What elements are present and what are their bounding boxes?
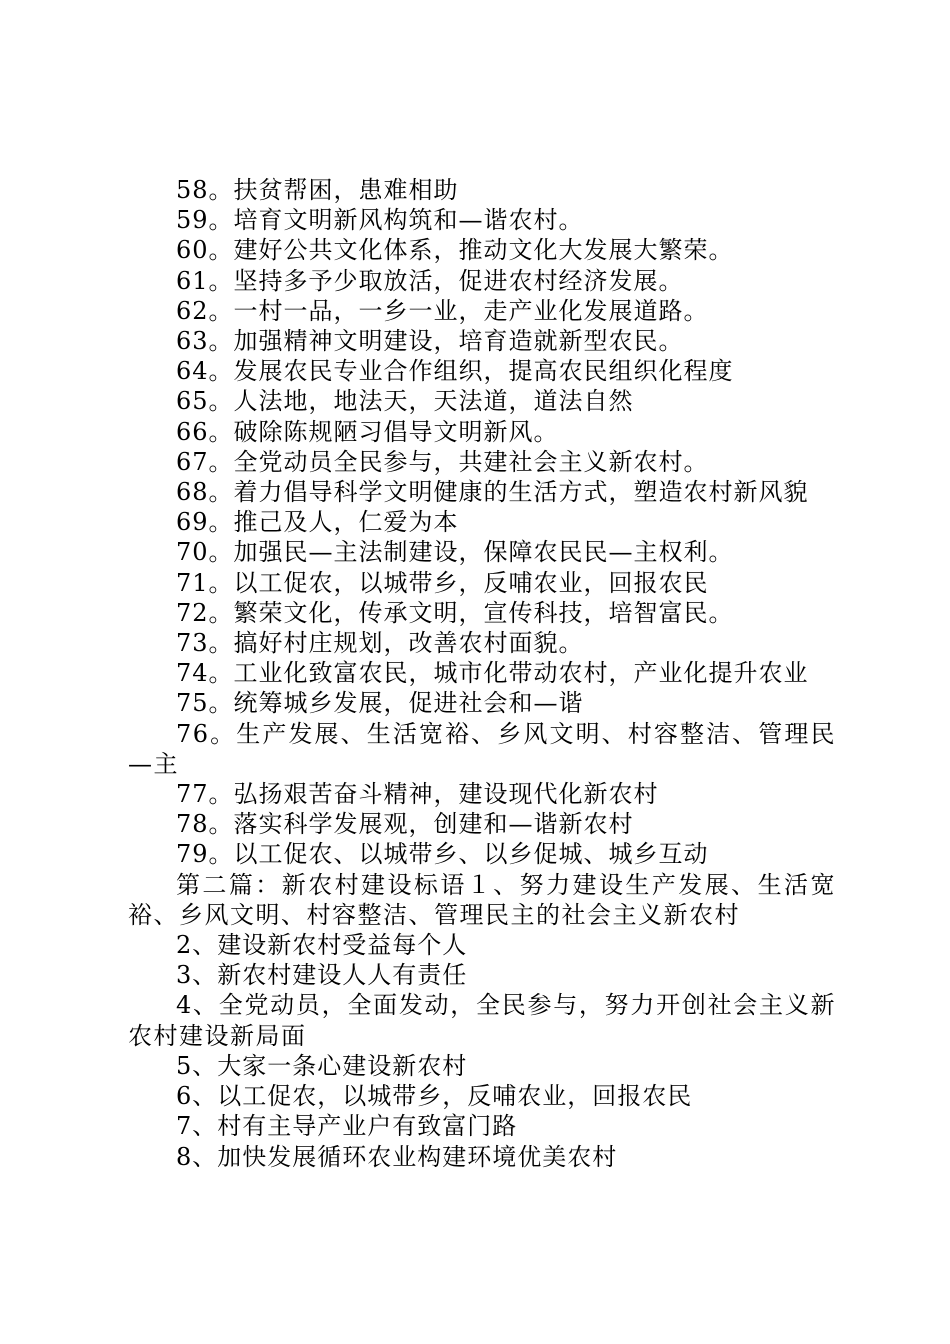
slogan-line-79: 79。以工促农、以城带乡、以乡促城、城乡互动 bbox=[176, 840, 709, 869]
slogan-line-75: 75。统筹城乡发展，促进社会和—谐 bbox=[176, 689, 584, 718]
slogan-line-63: 63。加强精神文明建设，培育造就新型农民。 bbox=[176, 327, 684, 356]
slogan-list bbox=[128, 175, 836, 1172]
section-two-item-7: 7、村有主导产业户有致富门路 bbox=[176, 1112, 518, 1141]
slogan-line-64: 64。发展农民专业合作组织，提高农民组织化程度 bbox=[176, 357, 734, 386]
section-two-item-4: 4、全党动员，全面发动，全民参与，努力开创社会主义新农村建设新局面 bbox=[128, 991, 836, 1050]
slogan-line-58: 58。扶贫帮困，患难相助 bbox=[176, 176, 459, 204]
slogan-line-73: 73。搞好村庄规划，改善农村面貌。 bbox=[176, 629, 584, 658]
slogan-line-66: 66。破除陈规陋习倡导文明新风。 bbox=[176, 417, 559, 446]
section-two-item-5: 5、大家一条心建设新农村 bbox=[176, 1051, 468, 1080]
slogan-line-62: 62。一村一品，一乡一业，走产业化发展道路。 bbox=[176, 296, 709, 325]
slogan-line-61: 61。坚持多予少取放活，促进农村经济发展。 bbox=[176, 266, 684, 295]
slogan-line-65: 65。人法地，地法天，天法道，道法自然 bbox=[176, 387, 634, 416]
slogan-line-76: 76。生产发展、生活宽裕、乡风文明、村容整洁、管理民—主 bbox=[128, 719, 836, 778]
slogan-line-60: 60。建好公共文化体系，推动文化大发展大繁荣。 bbox=[176, 236, 734, 265]
section-two-item-2: 2、建设新农村受益每个人 bbox=[176, 931, 468, 960]
section-two-item-8: 8、加快发展循环农业构建环境优美农村 bbox=[176, 1142, 618, 1171]
slogan-line-68: 68。着力倡导科学文明健康的生活方式，塑造农村新风貌 bbox=[176, 478, 809, 507]
slogan-line-70: 70。加强民—主法制建设，保障农民民—主权利。 bbox=[176, 538, 734, 567]
slogan-line-67: 67。全党动员全民参与，共建社会主义新农村。 bbox=[176, 447, 709, 476]
section-two-item-3: 3、新农村建设人人有责任 bbox=[176, 961, 468, 990]
slogan-line-74: 74。工业化致富农民，城市化带动农村，产业化提升农业 bbox=[176, 659, 809, 688]
slogan-line-69: 69。推己及人，仁爱为本 bbox=[176, 508, 459, 537]
section-two-item-6: 6、以工促农，以城带乡，反哺农业，回报农民 bbox=[176, 1082, 693, 1111]
slogan-line-77: 77。弘扬艰苦奋斗精神，建设现代化新农村 bbox=[176, 780, 659, 809]
slogan-line-78: 78。落实科学发展观，创建和—谐新农村 bbox=[176, 810, 634, 839]
slogan-line-59: 59。培育文明新风构筑和—谐农村。 bbox=[176, 206, 584, 235]
section-two-heading: 第二篇：新农村建设标语１、努力建设生产发展、生活宽裕、乡风文明、村容整洁、管理民主的社会主义新农村 bbox=[128, 870, 836, 929]
slogan-line-72: 72。繁荣文化，传承文明，宣传科技，培智富民。 bbox=[176, 598, 734, 627]
slogan-line-71: 71。以工促农，以城带乡，反哺农业，回报农民 bbox=[176, 568, 709, 597]
